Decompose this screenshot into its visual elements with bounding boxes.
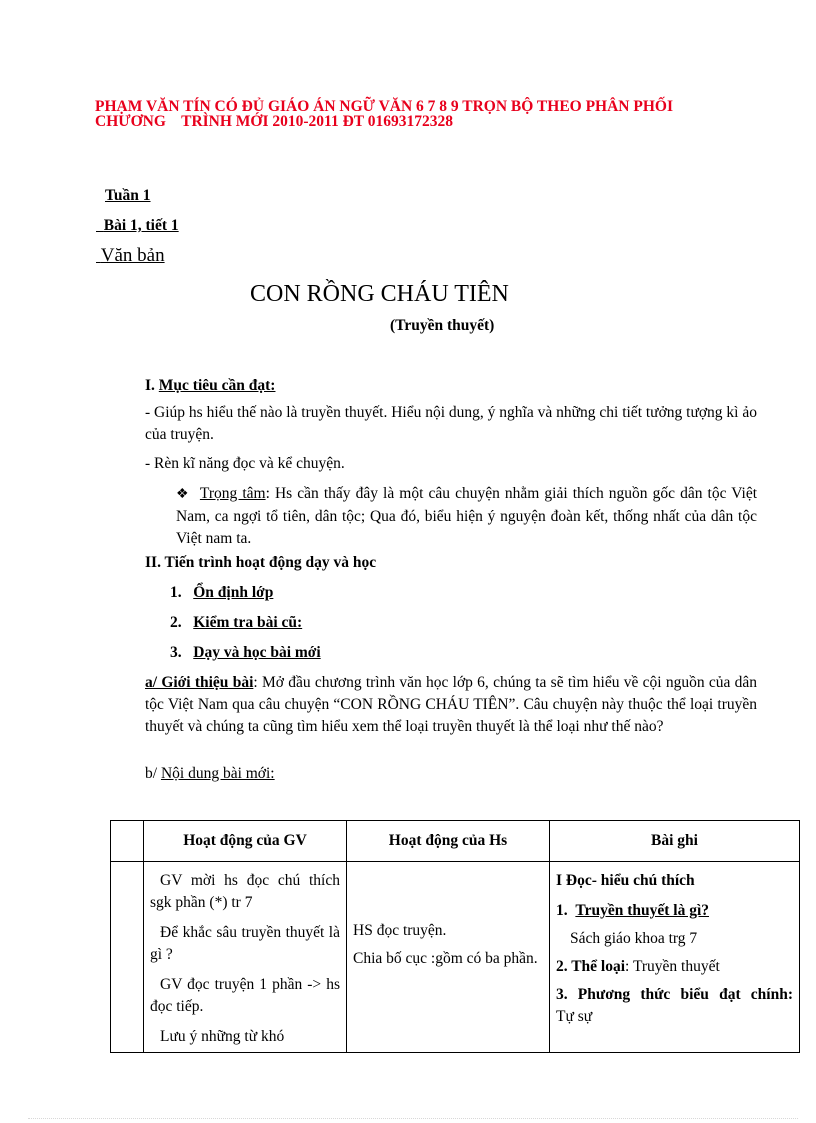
table-header-hs: Hoạt động của Hs	[347, 821, 550, 862]
content-prefix: b/	[145, 765, 161, 782]
lesson-label	[96, 217, 179, 235]
section-text: Văn bản	[100, 245, 165, 266]
part2-heading-text: II. Tiến trình hoạt động dạy và học	[145, 554, 377, 571]
focus-item	[176, 483, 757, 550]
notes-item-1-label: Truyền thuyết là gì?	[575, 902, 709, 919]
step-2-num: 2.	[170, 614, 182, 631]
objective-paragraph-2: - Rèn kĩ năng đọc và kể chuyện.	[145, 455, 345, 472]
section-label	[96, 245, 165, 267]
part1-heading-text: Mục tiêu cần đạt:	[158, 377, 276, 394]
table-header-gv: Hoạt động của GV	[144, 821, 347, 862]
table-header-index	[111, 821, 144, 862]
notes-heading: I Đọc- hiểu chú thích	[556, 872, 695, 889]
objective-paragraph-1: - Giúp hs hiểu thế nào là truyền thuyết. Hiểu nội dung, ý nghĩa và những chi tiết tưởng tượng kì ảo của truyện.	[145, 404, 757, 443]
step-3-num: 3.	[170, 644, 182, 661]
content-label: Nội dung bài mới:	[160, 765, 275, 782]
lesson-text: Bài 1, tiết 1	[103, 217, 179, 234]
diamond-bullet-icon: ❖	[176, 487, 190, 502]
focus-text: : Hs cần thấy đây là một câu chuyện nhằm giải thích nguồn gốc dân tộc Việt Nam, ca ngợi tổ tiên, dân tộc; Qua đó, biểu hiện ý nguyện đoàn kết, thống nhất của dân tộc Việt nam ta.	[176, 485, 758, 547]
page-subtitle: (Truyền thuyết)	[390, 317, 495, 334]
notes-item-3-text: Tự sự	[556, 1008, 593, 1025]
intro-label: a/ Giới thiệu bài	[145, 674, 254, 691]
notes-item-2	[556, 956, 793, 978]
table-cell-hs	[347, 862, 550, 1053]
table-header-notes: Bài ghi	[550, 821, 800, 862]
gv-item: GV mời hs đọc chú thích sgk phần (*) tr 7	[150, 872, 340, 911]
notes-item-2-label: 2. Thể loại	[556, 958, 626, 975]
gv-item: Lưu ý những từ khó	[160, 1028, 285, 1045]
step-1-label: Ổn định lớp	[193, 584, 274, 601]
lesson-table	[110, 820, 800, 1053]
table-cell-index	[111, 862, 144, 1053]
table-cell-gv	[144, 862, 347, 1053]
content-heading	[145, 765, 275, 783]
table-row	[111, 862, 800, 1053]
page-title: CON RỒNG CHÁU TIÊN	[250, 281, 509, 307]
step-3	[170, 644, 321, 662]
gv-item: GV đọc truyện 1 phần -> hs đọc tiếp.	[150, 976, 340, 1015]
step-3-label: Dạy và học bài mới	[193, 644, 321, 661]
step-1-num: 1.	[170, 584, 182, 601]
header-line-1: PHẠM VĂN TÍN CÓ ĐỦ GIÁO ÁN NGỮ VĂN 6 7 8 9 TRỌN BỘ THEO PHÂN PHỐI	[95, 98, 673, 115]
intro-text: : Mở đầu chương trình văn học lớp 6, chúng ta sẽ tìm hiểu về cội nguồn của dân tộc Việt Nam qua câu chuyện “CON RỒNG CHÁU TIÊN”. Câu chuyện này thuộc thể loại truyền thuyết và chúng ta cũng tìm hiểu xem thể loại truyền thuyết là thể loại như thế nào?	[145, 674, 757, 735]
gv-item: Để khắc sâu truyền thuyết là gì ?	[150, 924, 340, 963]
table-cell-notes	[550, 862, 800, 1053]
step-2-label: Kiểm tra bài cũ:	[193, 614, 303, 631]
part1-heading	[145, 377, 275, 395]
notes-item-2-text: : Truyền thuyết	[625, 958, 720, 975]
part1-heading-num: I.	[145, 377, 155, 394]
header-line-2: CHƯƠNG TRÌNH MỚI 2010-2011 ĐT 01693172328	[95, 113, 453, 130]
notes-item-1-text: Sách giáo khoa trg 7	[570, 930, 698, 947]
hs-item: Chia bố cục :gồm có ba phần.	[353, 950, 538, 967]
step-2	[170, 614, 302, 632]
notes-item-1	[556, 900, 793, 922]
notes-item-3-label: 3. Phương thức biểu đạt chính:	[556, 986, 793, 1003]
intro-paragraph	[145, 672, 757, 738]
week-label: Tuần 1	[105, 187, 151, 204]
notes-item-1-num: 1.	[556, 902, 568, 919]
document-header	[95, 99, 735, 129]
hs-item: HS đọc truyện.	[353, 922, 447, 939]
focus-label: Trọng tâm	[199, 485, 266, 502]
step-1	[170, 584, 273, 602]
part2-heading	[145, 554, 376, 572]
table-header-row	[111, 821, 800, 862]
page-footer-divider	[28, 1118, 798, 1119]
